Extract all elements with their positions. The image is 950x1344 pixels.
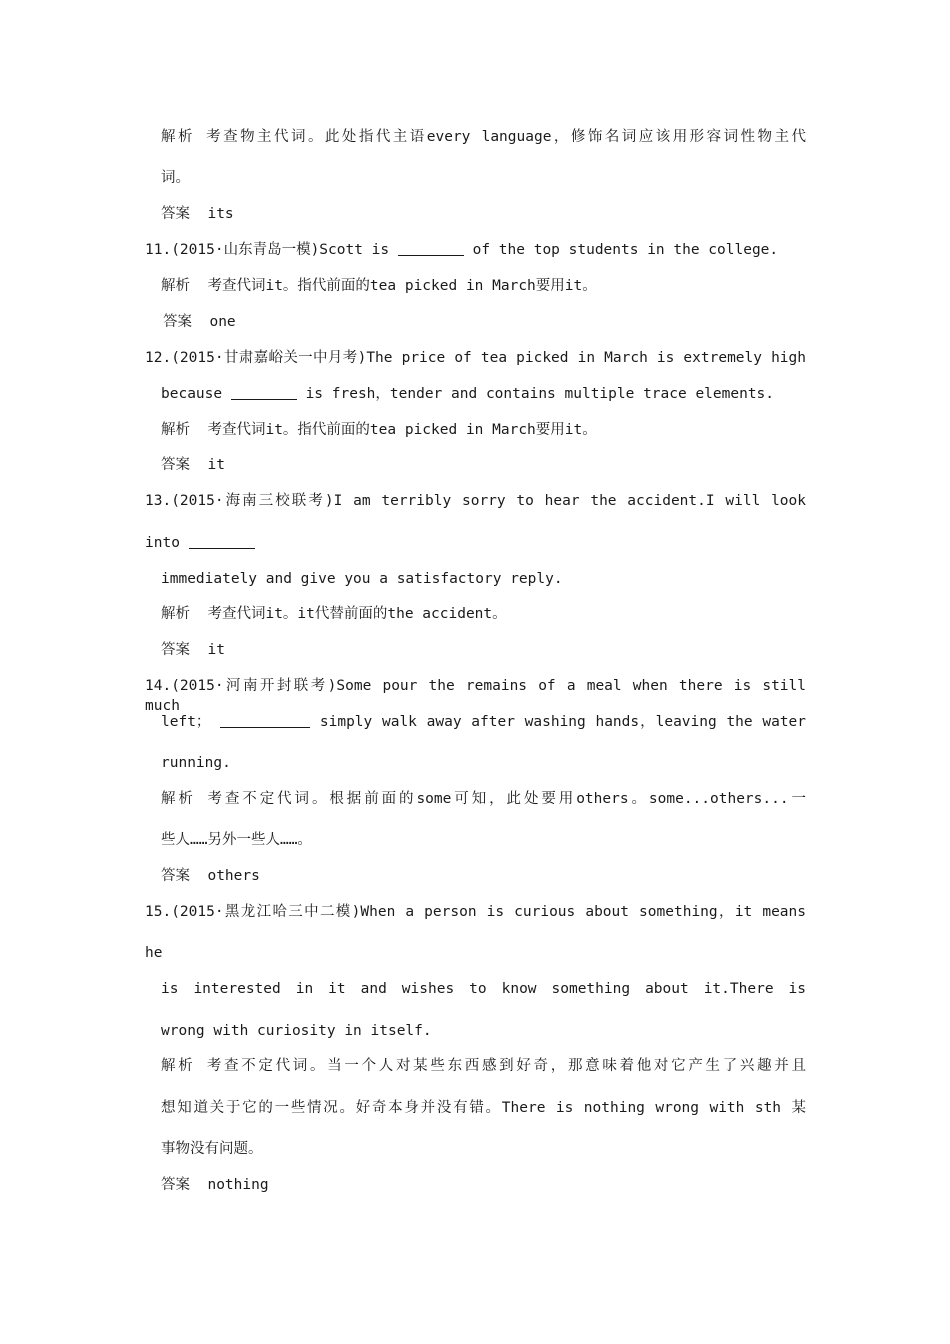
analysis-12 [161,420,597,440]
analysis-text: 想知道关于它的一些情况。好奇本身并没有错。There is nothing wrong with sth 某 [161,1100,806,1116]
question-text: 14.(2015·河南开封联考)Some pour the remains of a meal when there is still much [145,678,806,714]
analysis-11 [161,276,597,296]
analysis-15-line2 [161,1098,806,1118]
analysis-text: 解析 考查代词it。it代替前面的the accident。 [161,606,507,622]
answer-text: 答案 one [163,314,236,330]
question-13-line2 [145,533,255,553]
answer-blank [220,713,310,728]
analysis-text: 解析 考查物主代词。此处指代主语every language，修饰名词应该用形容词性物主代 [161,129,806,145]
question-14-line1 [145,676,806,716]
answer-text: 答案 its [161,206,234,222]
question-text: left； [161,714,211,730]
analysis-14-line2 [161,830,312,850]
answer-blank [189,534,255,549]
analysis-15-line3 [161,1139,263,1159]
question-15-line4 [161,1021,432,1041]
answer-10 [161,204,234,224]
analysis-text: 事物没有问题。 [161,1141,263,1157]
question-15-line2 [145,943,162,963]
analysis-text: 解析 考查不定代词。根据前面的some可知，此处要用others。some...others...一 [161,791,806,807]
question-12-line2 [161,384,774,404]
analysis-text: 些人……另外一些人……。 [161,832,312,848]
analysis-10-line1 [161,127,806,147]
answer-text: 答案 nothing [161,1177,269,1193]
analysis-text: 解析 考查代词it。指代前面的tea picked in March要用it。 [161,278,597,294]
answer-text: 答案 it [161,642,225,658]
analysis-13 [161,604,507,624]
question-12-line1 [145,348,806,368]
question-13-line1 [145,491,806,511]
answer-12 [161,455,225,475]
question-11 [145,240,778,260]
question-text: of the top students in the college. [463,242,779,258]
question-14-line2 [161,712,806,732]
analysis-15-line1 [161,1056,806,1076]
question-13-line3 [161,569,563,589]
question-text: simply walk away after washing hands，leaving the water [319,714,807,730]
question-15-line3 [161,979,806,999]
question-text: immediately and give you a satisfactory reply. [161,571,563,587]
answer-text: 答案 it [161,457,225,473]
answer-blank [231,385,297,400]
question-14-line3 [161,753,231,773]
answer-blank [398,241,464,256]
analysis-14-line1 [161,789,806,809]
question-text: wrong with curiosity in itself. [161,1023,432,1039]
question-text: 15.(2015·黑龙江哈三中二模)When a person is curious about something，it means [145,904,806,920]
analysis-text: 词。 [161,170,190,186]
analysis-text: 解析 考查不定代词。当一个人对某些东西感到好奇，那意味着他对它产生了兴趣并且 [161,1058,806,1074]
question-text: 12.(2015·甘肃嘉峪关一中月考)The price of tea picked in March is extremely high [145,350,806,366]
question-text: he [145,945,163,961]
analysis-text: 解析 考查代词it。指代前面的tea picked in March要用it。 [161,422,597,438]
answer-13 [161,640,225,660]
question-15-line1 [145,902,806,922]
question-text: 13.(2015·海南三校联考)I am terribly sorry to hear the accident.I will look [145,493,806,509]
question-text: running. [161,755,231,771]
answer-text: 答案 others [161,868,260,884]
answer-15 [161,1175,269,1195]
question-text: is fresh，tender and contains multiple trace elements. [296,386,775,402]
question-text: 11.(2015·山东青岛一模)Scott is [145,242,398,258]
question-text: into [145,535,189,551]
question-text: is interested in it and wishes to know something about it.There is [161,981,806,997]
answer-14 [161,866,260,886]
analysis-10-line2 [161,168,190,188]
question-text: because [161,386,231,402]
answer-11 [163,312,236,332]
